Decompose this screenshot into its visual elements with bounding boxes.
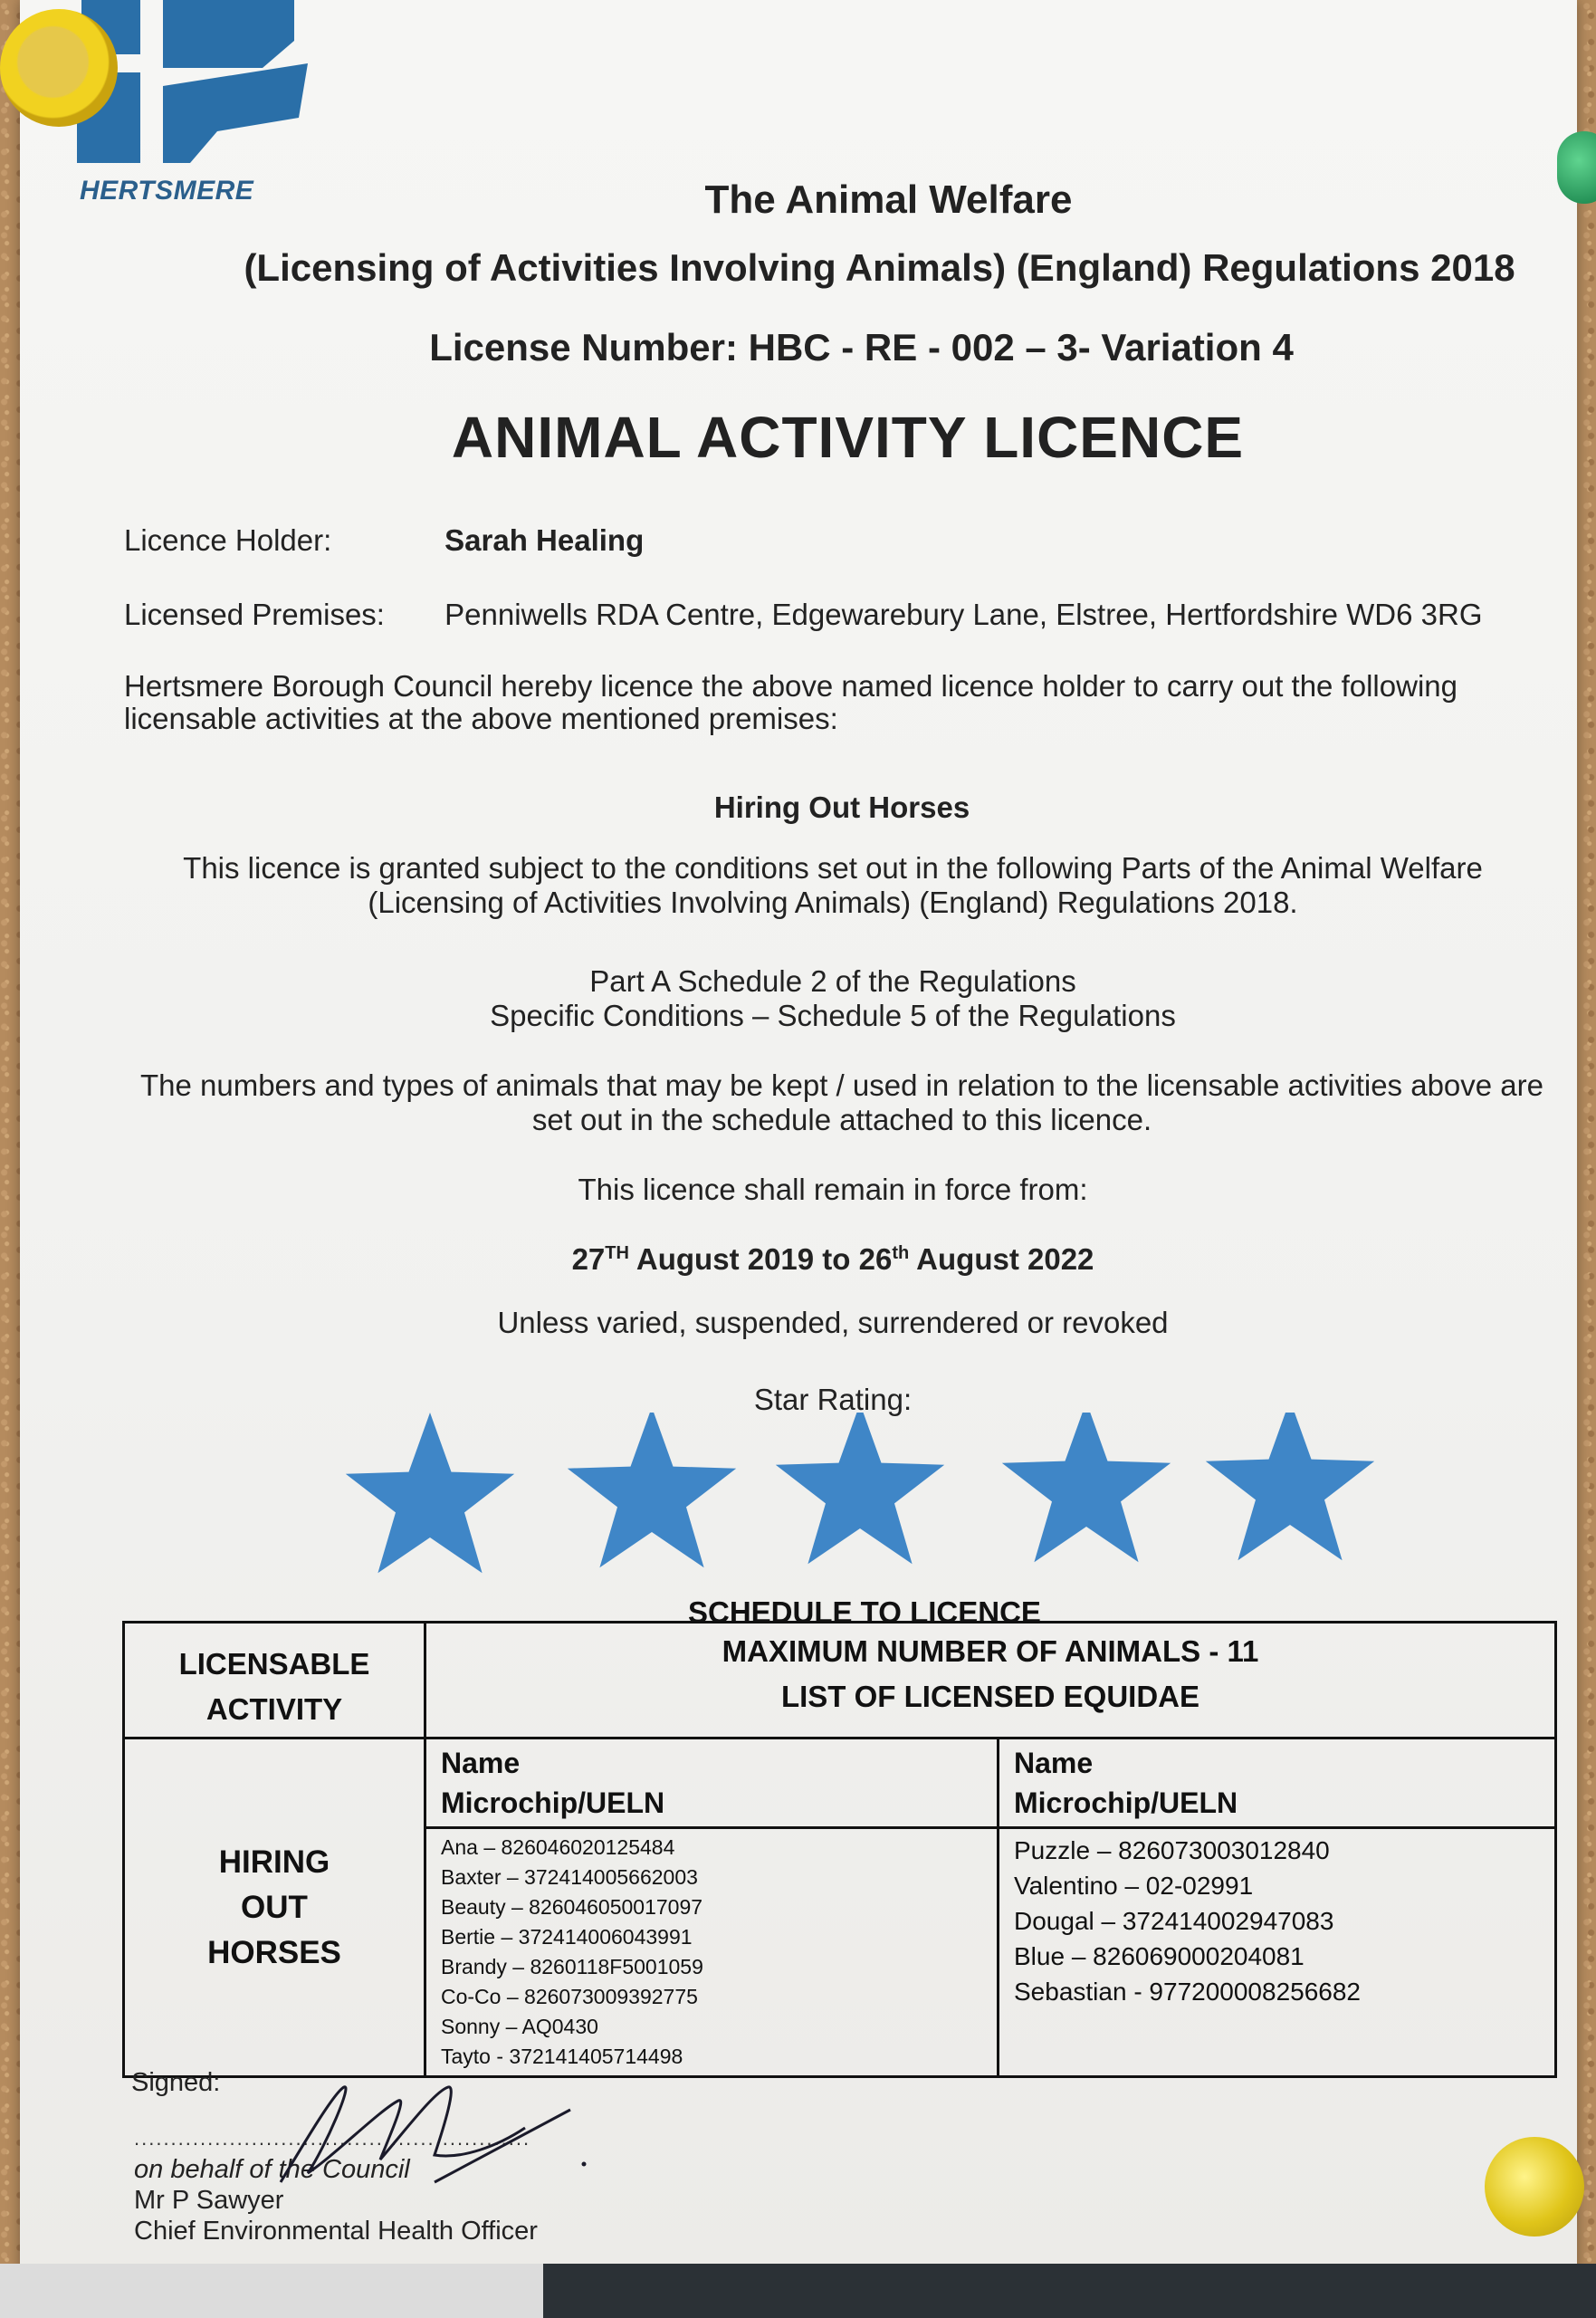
parts-line-2: Specific Conditions – Schedule 5 of the Regulations: [490, 999, 1176, 1032]
signed-label: Signed:: [131, 2068, 221, 2097]
animals-paragraph: [118, 1068, 1566, 1137]
right-equidae-column: [999, 1738, 1556, 2077]
max-animals-header: MAXIMUM NUMBER OF ANIMALS - 11 LIST OF LICENSED EQUIDAE: [425, 1623, 1556, 1738]
conditions-line-1: This licence is granted subject to the conditions set out in the following Parts of the Animal Welfare: [183, 851, 1483, 885]
yellow-pushpin-icon: [1485, 2137, 1584, 2237]
parts-paragraph: [109, 964, 1557, 1033]
list-item: Sebastian - 977200008256682: [1014, 1978, 1362, 2006]
right-column-header: Name Microchip/UELN: [999, 1739, 1554, 1829]
premises-value: Penniwells RDA Centre, Edgewarebury Lane, Elstree, Hertfordshire WD6 3RG: [444, 598, 1483, 631]
list-item: Tayto - 372141405714498: [441, 2045, 683, 2068]
list-item: Beauty – 826046050017097: [441, 1895, 703, 1919]
left-equidae-column: [425, 1738, 999, 2077]
conditions-line-2: (Licensing of Activities Involving Animals) (England) Regulations 2018.: [368, 886, 1298, 919]
list-item: Blue – 826069000204081: [1014, 1942, 1305, 1970]
holder-label: Licence Holder:: [124, 523, 332, 557]
intro-paragraph: Hertsmere Borough Council hereby licence the above named licence holder to carry out the following licensable activities at the above mentioned premises:: [124, 669, 1457, 735]
activity-title: Hiring Out Horses: [713, 790, 970, 824]
signature-line: ......................................................: [134, 2127, 531, 2150]
list-item: Puzzle – 826073003012840: [1014, 1836, 1330, 1864]
holder-value: Sarah Healing: [444, 523, 645, 557]
schedule-table: [122, 1621, 1557, 2078]
star-icon: [1002, 1413, 1171, 1562]
validity-intro: This licence shall remain in force from:: [578, 1173, 1088, 1206]
parts-line-1: Part A Schedule 2 of the Regulations: [589, 964, 1076, 998]
header-line-1: The Animal Welfare: [704, 177, 1073, 222]
list-item: Co-Co – 826073009392775: [441, 1985, 698, 2008]
star-rating-label: Star Rating:: [753, 1383, 913, 1416]
page-title: ANIMAL ACTIVITY LICENCE: [451, 405, 1245, 470]
header-line-2: (Licensing of Activities Involving Animals) (England) Regulations 2018: [244, 246, 1515, 289]
list-item: Baxter – 372414005662003: [441, 1865, 698, 1889]
logo-text: HERTSMERE: [80, 176, 254, 206]
validity-dates: 27TH August 2019 to 26th August 2022: [571, 1242, 1094, 1276]
star-icon: [1206, 1413, 1374, 1560]
animals-line-2: set out in the schedule attached to this licence.: [531, 1103, 1152, 1136]
list-item: Brandy – 8260118F5001059: [441, 1955, 703, 1978]
schedule-title: SCHEDULE TO LICENCE: [688, 1595, 1041, 1629]
animals-line-1: The numbers and types of animals that may be kept / used in relation to the licensable activities above are: [139, 1068, 1544, 1102]
star-icon: [776, 1413, 944, 1564]
yellow-pushpin-icon: [0, 9, 118, 127]
list-item: Bertie – 372414006043991: [441, 1925, 693, 1949]
list-item: Sonny – AQ0430: [441, 2015, 598, 2038]
premises-row: [124, 598, 1483, 632]
signer-role: Chief Environmental Health Officer: [134, 2217, 538, 2246]
holder-row: [124, 523, 644, 558]
premises-label: Licensed Premises:: [124, 598, 385, 631]
star-rating: [0, 1413, 1596, 1576]
star-icon: [346, 1413, 514, 1573]
left-equidae-list: [426, 1829, 997, 2075]
list-item: Dougal – 372414002947083: [1014, 1907, 1334, 1935]
list-item: Valentino – 02-02991: [1014, 1872, 1254, 1900]
list-item: Ana – 826046020125484: [441, 1835, 675, 1859]
license-number: License Number: HBC - RE - 002 – 3- Variation 4: [429, 326, 1294, 369]
star-icon: [568, 1413, 736, 1567]
conditions-paragraph: [109, 851, 1557, 920]
right-equidae-list: [999, 1829, 1554, 2013]
validity-note: Unless varied, suspended, surrendered or revoked: [497, 1306, 1169, 1339]
on-behalf-text: on behalf of the Council: [134, 2155, 410, 2184]
activity-column-header: LICENSABLE ACTIVITY: [124, 1623, 425, 1738]
left-column-header: Name Microchip/UELN: [426, 1739, 997, 1829]
activity-cell: HIRING OUT HORSES: [124, 1738, 425, 2077]
signer-name: Mr P Sawyer: [134, 2186, 284, 2215]
handwritten-signature: [226, 2074, 607, 2191]
bottom-strip: [0, 2264, 1596, 2318]
